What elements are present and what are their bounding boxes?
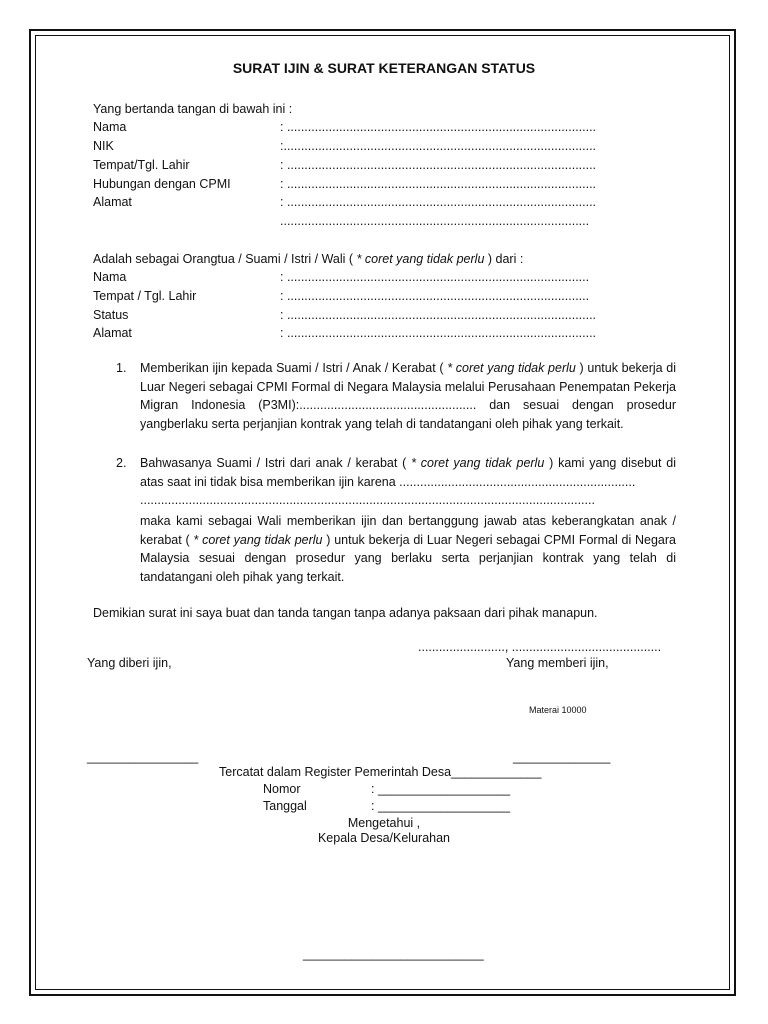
place-date-line: ........................., ...........................................: [418, 640, 662, 654]
field-label: Alamat: [93, 326, 132, 340]
field-label: Status: [93, 308, 129, 322]
item2-note: * coret yang tidak perlu: [193, 532, 323, 547]
right-signatory-label: Yang memberi ijin,: [506, 656, 609, 670]
field-label: Nama: [93, 120, 127, 134]
mengetahui-text: Mengetahui ,: [347, 816, 421, 830]
right-signature-line: ______________: [513, 750, 611, 764]
field-value: : .........................................................................................: [280, 308, 597, 322]
relation-pre: Adalah sebagai Orangtua / Suami / Istri / Wali (: [93, 252, 357, 266]
item1-paragraph: [140, 359, 676, 433]
kepala-desa-text: Kepala Desa/Kelurahan: [317, 831, 451, 845]
item2-paragraph: [140, 454, 676, 491]
field-value: : .........................................................................................: [280, 195, 597, 209]
nomor-label: Nomor: [263, 782, 301, 796]
kepala-signature-line: __________________________: [303, 947, 484, 961]
register-line: Tercatat dalam Register Pemerintah Desa_____________: [219, 765, 542, 779]
item2-note: * coret yang tidak perlu: [411, 456, 545, 470]
item2-paragraph-cont: [140, 512, 676, 586]
relation-post: ) dari :: [484, 252, 524, 266]
relation-line: [93, 251, 523, 267]
item-number: 1.: [116, 361, 127, 375]
item2-text: ) kami yang disebut di atas saat ini tidak bisa memberikan ijin karena ....................................................................: [140, 456, 677, 489]
item2-dots: ...................................................................................................................................: [140, 493, 595, 507]
field-value: : .......................................................................................: [280, 270, 590, 284]
field-label: Alamat: [93, 195, 132, 209]
item1-text: Memberikan ijin kepada Suami / Istri / Anak / Kerabat (: [140, 361, 448, 375]
item-number: 2.: [116, 456, 127, 470]
field-value: : .........................................................................................: [280, 326, 597, 340]
document-title: SURAT IJIN & SURAT KETERANGAN STATUS: [232, 60, 536, 76]
intro-text: Yang bertanda tangan di bawah ini :: [93, 102, 293, 116]
field-value: : .........................................................................................: [280, 177, 597, 191]
left-signature-line: ________________: [87, 750, 199, 764]
item2-text: ) untuk bekerja di Luar Negeri sebagai CPMI Formal di Negara Malaysia sesuai dengan prosedur yang berlaku serta perjanjian kontrak yang telah di tandatangani oleh pihak yang terkait.: [140, 532, 677, 584]
tanggal-label: Tanggal: [263, 799, 307, 813]
field-value: :..........................................................................................: [280, 139, 597, 153]
left-signatory-label: Yang diberi ijin,: [87, 656, 172, 670]
field-label: NIK: [93, 139, 114, 153]
field-label: Hubungan dengan CPMI: [93, 177, 231, 191]
item2-text: Bahwasanya Suami / Istri dari anak / kerabat (: [140, 456, 412, 470]
field-value: : .........................................................................................: [280, 158, 597, 172]
item2-text: maka kami sebagai Wali memberikan ijin dan bertanggung jawab atas keberangkatan anak / kerabat (: [140, 514, 676, 547]
field-label: Tempat/Tgl. Lahir: [93, 158, 190, 172]
tanggal-value: : ___________________: [371, 799, 511, 813]
field-value: .........................................................................................: [280, 214, 590, 228]
field-label: Tempat / Tgl. Lahir: [93, 289, 197, 303]
relation-note: * coret yang tidak perlu: [356, 252, 485, 266]
field-value: : .........................................................................................: [280, 120, 597, 134]
item1-text: ) untuk bekerja di Luar Negeri sebagai CPMI Formal di Negara Malaysia melalui Perusahaan Penempatan Pekerja Migran Indonesia (P3MI):................................................... dan sesuai dengan prosedur yangberlaku serta perjanjian kontrak yang telah di tandatangani oleh pihak yang terkait.: [140, 361, 677, 431]
nomor-value: : ___________________: [371, 782, 511, 796]
closing-text: Demikian surat ini saya buat dan tanda tangan tanpa adanya paksaan dari pihak manapun.: [93, 606, 598, 620]
field-label: Nama: [93, 270, 127, 284]
field-value: : .......................................................................................: [280, 289, 590, 303]
item1-note: * coret yang tidak perlu: [447, 361, 576, 375]
materai-label: Materai 10000: [529, 705, 587, 715]
